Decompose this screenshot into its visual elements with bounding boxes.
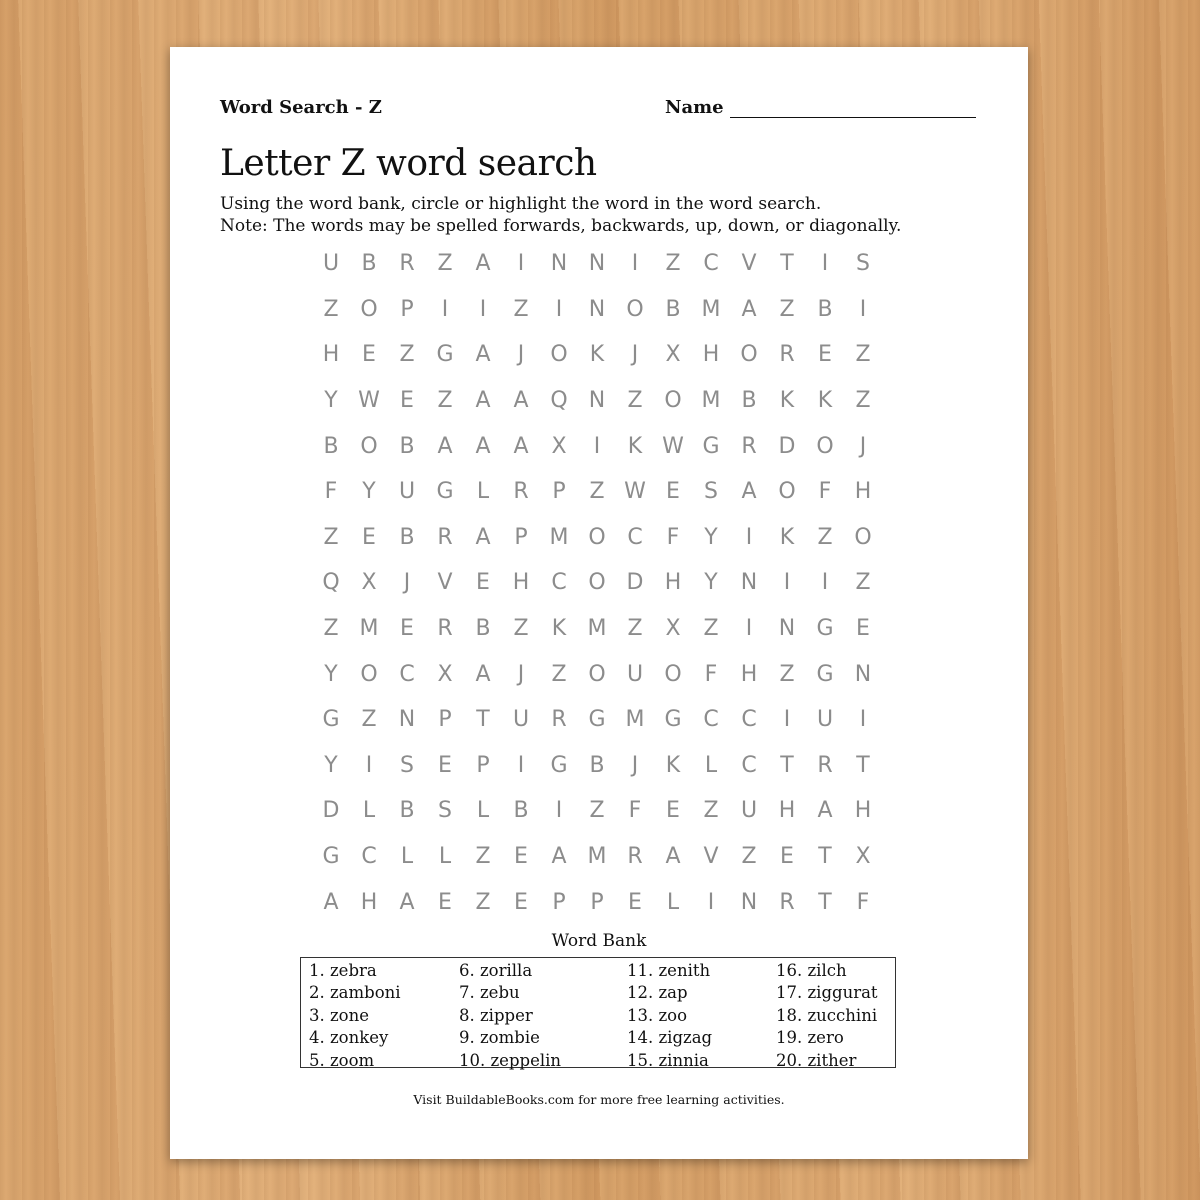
- grid-letter: A: [475, 342, 491, 368]
- grid-letter: X: [551, 433, 567, 459]
- grid-letter: G: [588, 707, 606, 733]
- word-bank-item: 10. zeppelin: [459, 1050, 562, 1070]
- grid-letter: R: [437, 616, 453, 642]
- grid-letter: I: [859, 296, 867, 322]
- grid-letter: Y: [362, 479, 376, 505]
- grid-letter: R: [399, 251, 415, 277]
- grid-letter: U: [322, 251, 340, 277]
- grid-letter: I: [745, 616, 753, 642]
- grid-row: [312, 469, 882, 515]
- grid-letter: B: [361, 251, 377, 277]
- grid-letter: E: [666, 798, 680, 824]
- grid-letter: L: [476, 479, 490, 505]
- grid-letter: G: [702, 433, 720, 459]
- grid-letter: Z: [475, 844, 491, 870]
- grid-letter: I: [821, 251, 829, 277]
- grid-letter: Z: [361, 707, 377, 733]
- grid-letter: I: [479, 296, 487, 322]
- grid-letter: N: [740, 570, 758, 596]
- grid-letter: O: [664, 661, 682, 687]
- grid-letter: I: [365, 752, 373, 778]
- grid-letter: O: [588, 661, 606, 687]
- grid-letter: C: [741, 707, 757, 733]
- word-bank-item: 6. zorilla: [459, 961, 533, 980]
- grid-letter: S: [856, 251, 870, 277]
- grid-letter: M: [587, 844, 607, 870]
- grid-letter: I: [707, 889, 715, 915]
- grid-letter: Z: [779, 661, 795, 687]
- grid-letter: C: [627, 524, 643, 550]
- grid-letter: B: [817, 296, 833, 322]
- grid-letter: C: [551, 570, 567, 596]
- grid-letter: Z: [627, 388, 643, 414]
- grid-letter: Z: [741, 844, 757, 870]
- grid-letter: Z: [703, 616, 719, 642]
- grid-letter: O: [588, 570, 606, 596]
- grid-letter: X: [437, 661, 453, 687]
- grid-letter: R: [551, 707, 567, 733]
- grid-letter: U: [816, 707, 834, 733]
- name-blank-line: [730, 97, 976, 118]
- grid-letter: F: [856, 889, 870, 915]
- grid-letter: N: [778, 616, 796, 642]
- grid-letter: H: [360, 889, 378, 915]
- grid-letter: A: [741, 296, 757, 322]
- word-bank-item: 7. zebu: [459, 983, 520, 1003]
- grid-letter: P: [476, 752, 490, 778]
- grid-letter: F: [704, 661, 718, 687]
- word-bank-column: [627, 960, 712, 1072]
- grid-letter: F: [818, 479, 832, 505]
- grid-letter: Z: [855, 388, 871, 414]
- grid-letter: H: [512, 570, 530, 596]
- grid-letter: U: [398, 479, 416, 505]
- grid-row: [312, 697, 882, 743]
- grid-letter: C: [399, 661, 415, 687]
- grid-letter: B: [399, 524, 415, 550]
- grid-letter: O: [360, 661, 378, 687]
- grid-letter: H: [322, 342, 340, 368]
- word-bank-item: 15. zinnia: [627, 1050, 709, 1070]
- grid-letter: K: [665, 752, 681, 778]
- grid-letter: C: [703, 707, 719, 733]
- word-bank-title: Word Bank: [551, 931, 647, 951]
- grid-letter: J: [631, 342, 639, 368]
- word-bank-item: 3. zone: [309, 1005, 370, 1025]
- grid-letter: Z: [779, 296, 795, 322]
- grid-letter: Z: [855, 342, 871, 368]
- grid-letter: B: [323, 433, 339, 459]
- grid-letter: Q: [550, 388, 568, 414]
- grid-letter: E: [400, 616, 414, 642]
- grid-letter: Y: [324, 752, 338, 778]
- instruction-line: Using the word bank, circle or highlight the word in the word search.: [220, 194, 822, 214]
- grid-letter: G: [816, 616, 834, 642]
- grid-letter: I: [859, 707, 867, 733]
- grid-letter: I: [783, 570, 791, 596]
- grid-letter: K: [779, 524, 795, 550]
- grid-letter: E: [438, 752, 452, 778]
- grid-row: [312, 606, 882, 652]
- grid-letter: E: [362, 342, 376, 368]
- grid-letter: M: [625, 707, 645, 733]
- word-bank-item: 11. zenith: [627, 961, 711, 980]
- grid-letter: E: [362, 524, 376, 550]
- grid-letter: N: [588, 251, 606, 277]
- grid-letter: L: [438, 844, 452, 870]
- grid-letter: Z: [513, 296, 529, 322]
- grid-letter: C: [361, 844, 377, 870]
- grid-letter: T: [780, 752, 794, 778]
- grid-letter: S: [438, 798, 452, 824]
- grid-letter: I: [593, 433, 601, 459]
- grid-letter: Z: [817, 524, 833, 550]
- grid-letter: Z: [437, 388, 453, 414]
- grid-letter: K: [779, 388, 795, 414]
- grid-letter: Z: [437, 251, 453, 277]
- grid-row: [312, 241, 882, 287]
- grid-letter: O: [740, 342, 758, 368]
- grid-letter: S: [704, 479, 718, 505]
- grid-letter: L: [704, 752, 718, 778]
- grid-letter: I: [517, 251, 525, 277]
- grid-letter: R: [817, 752, 833, 778]
- grid-letter: A: [513, 388, 529, 414]
- word-bank-item: 8. zipper: [459, 1005, 533, 1025]
- grid-letter: L: [362, 798, 376, 824]
- word-bank-item: 17. ziggurat: [776, 983, 878, 1003]
- grid-row: [312, 287, 882, 333]
- grid-letter: N: [550, 251, 568, 277]
- grid-letter: F: [628, 798, 642, 824]
- grid-letter: F: [324, 479, 338, 505]
- grid-letter: Z: [513, 616, 529, 642]
- grid-letter: K: [589, 342, 605, 368]
- grid-letter: N: [588, 296, 606, 322]
- word-bank-item: 5. zoom: [309, 1050, 375, 1070]
- grid-letter: O: [588, 524, 606, 550]
- word-bank-item: 14. zigzag: [627, 1028, 713, 1048]
- grid-letter: P: [552, 479, 566, 505]
- worksheet-page: [170, 47, 1028, 1159]
- grid-letter: I: [555, 798, 563, 824]
- grid-letter: I: [631, 251, 639, 277]
- grid-letter: Y: [704, 570, 718, 596]
- grid-letter: A: [741, 479, 757, 505]
- grid-letter: Z: [399, 342, 415, 368]
- grid-letter: I: [517, 752, 525, 778]
- grid-letter: A: [513, 433, 529, 459]
- grid-row: [312, 423, 882, 469]
- instruction-line: Note: The words may be spelled forwards, backwards, up, down, or diagonally.: [220, 216, 902, 236]
- grid-letter: G: [322, 707, 340, 733]
- word-bank: [300, 957, 896, 1068]
- grid-letter: C: [703, 251, 719, 277]
- grid-letter: Y: [324, 661, 338, 687]
- grid-letter: Z: [323, 296, 339, 322]
- grid-letter: V: [741, 251, 757, 277]
- grid-letter: A: [475, 661, 491, 687]
- grid-letter: O: [550, 342, 568, 368]
- grid-letter: U: [740, 798, 758, 824]
- grid-letter: O: [360, 296, 378, 322]
- word-bank-item: 19. zero: [776, 1028, 844, 1048]
- grid-letter: M: [549, 524, 569, 550]
- footer-note: Visit BuildableBooks.com for more free learning activities.: [413, 1092, 785, 1107]
- grid-letter: P: [590, 889, 604, 915]
- grid-letter: H: [702, 342, 720, 368]
- grid-letter: W: [662, 433, 684, 459]
- grid-letter: I: [821, 570, 829, 596]
- grid-letter: K: [551, 616, 567, 642]
- grid-letter: Z: [589, 479, 605, 505]
- grid-letter: G: [436, 342, 454, 368]
- grid-letter: I: [555, 296, 563, 322]
- grid-letter: P: [400, 296, 414, 322]
- grid-letter: O: [854, 524, 872, 550]
- grid-letter: Y: [324, 388, 338, 414]
- grid-letter: H: [854, 479, 872, 505]
- word-bank-item: 18. zucchini: [776, 1005, 878, 1025]
- grid-letter: R: [779, 889, 795, 915]
- grid-letter: O: [360, 433, 378, 459]
- grid-row: [312, 332, 882, 378]
- grid-letter: A: [399, 889, 415, 915]
- grid-letter: E: [514, 889, 528, 915]
- grid-letter: J: [517, 342, 525, 368]
- name-label: Name: [665, 97, 724, 118]
- grid-letter: H: [854, 798, 872, 824]
- grid-letter: D: [322, 798, 340, 824]
- worksheet-header-title: Word Search - Z: [220, 97, 382, 118]
- grid-letter: P: [552, 889, 566, 915]
- grid-row: [312, 378, 882, 424]
- grid-letter: Z: [665, 251, 681, 277]
- grid-letter: R: [513, 479, 529, 505]
- grid-letter: X: [665, 342, 681, 368]
- grid-row: [312, 560, 882, 606]
- grid-letter: H: [740, 661, 758, 687]
- word-bank-column: [776, 960, 878, 1072]
- grid-letter: G: [436, 479, 454, 505]
- grid-letter: B: [589, 752, 605, 778]
- grid-letter: A: [475, 433, 491, 459]
- grid-letter: T: [780, 251, 794, 277]
- grid-letter: Q: [322, 570, 340, 596]
- grid-letter: G: [664, 707, 682, 733]
- grid-letter: E: [666, 479, 680, 505]
- grid-letter: Z: [475, 889, 491, 915]
- grid-letter: M: [587, 616, 607, 642]
- grid-letter: L: [666, 889, 680, 915]
- grid-letter: X: [855, 844, 871, 870]
- grid-letter: H: [664, 570, 682, 596]
- name-field: [665, 97, 976, 118]
- grid-row: [312, 651, 882, 697]
- grid-letter: G: [550, 752, 568, 778]
- grid-letter: E: [400, 388, 414, 414]
- grid-letter: O: [778, 479, 796, 505]
- grid-letter: B: [399, 433, 415, 459]
- grid-letter: B: [513, 798, 529, 824]
- grid-letter: E: [780, 844, 794, 870]
- grid-letter: T: [856, 752, 870, 778]
- grid-letter: W: [358, 388, 380, 414]
- grid-letter: X: [665, 616, 681, 642]
- grid-letter: T: [818, 844, 832, 870]
- grid-letter: E: [628, 889, 642, 915]
- grid-letter: K: [817, 388, 833, 414]
- grid-letter: B: [475, 616, 491, 642]
- grid-letter: P: [438, 707, 452, 733]
- letter-grid: [312, 241, 882, 925]
- grid-letter: B: [399, 798, 415, 824]
- word-bank-item: 9. zombie: [459, 1028, 540, 1048]
- word-bank-item: 2. zamboni: [309, 983, 401, 1003]
- grid-letter: W: [624, 479, 646, 505]
- grid-letter: U: [512, 707, 530, 733]
- grid-letter: Y: [704, 524, 718, 550]
- grid-letter: Z: [855, 570, 871, 596]
- grid-letter: F: [666, 524, 680, 550]
- grid-row: [312, 743, 882, 789]
- grid-letter: A: [475, 251, 491, 277]
- grid-letter: E: [476, 570, 490, 596]
- word-bank-item: 20. zither: [776, 1050, 857, 1070]
- grid-letter: O: [626, 296, 644, 322]
- grid-letter: N: [854, 661, 872, 687]
- grid-letter: Z: [551, 661, 567, 687]
- grid-letter: E: [438, 889, 452, 915]
- grid-letter: D: [626, 570, 644, 596]
- grid-letter: V: [437, 570, 453, 596]
- grid-letter: Z: [627, 616, 643, 642]
- grid-letter: B: [741, 388, 757, 414]
- grid-letter: E: [818, 342, 832, 368]
- grid-letter: B: [665, 296, 681, 322]
- grid-letter: R: [437, 524, 453, 550]
- word-bank-column: [309, 960, 401, 1072]
- grid-letter: Z: [323, 524, 339, 550]
- grid-letter: A: [551, 844, 567, 870]
- word-bank-item: 13. zoo: [627, 1005, 688, 1025]
- grid-letter: A: [665, 844, 681, 870]
- grid-row: [312, 834, 882, 880]
- grid-letter: J: [517, 661, 525, 687]
- grid-letter: J: [859, 433, 867, 459]
- grid-letter: U: [626, 661, 644, 687]
- grid-letter: K: [627, 433, 643, 459]
- grid-letter: R: [627, 844, 643, 870]
- grid-letter: M: [701, 388, 721, 414]
- word-bank-column: [459, 960, 561, 1072]
- grid-letter: T: [476, 707, 490, 733]
- grid-letter: A: [475, 388, 491, 414]
- grid-letter: G: [322, 844, 340, 870]
- grid-letter: V: [703, 844, 719, 870]
- grid-row: [312, 788, 882, 834]
- grid-letter: H: [778, 798, 796, 824]
- grid-letter: Z: [703, 798, 719, 824]
- grid-letter: C: [741, 752, 757, 778]
- grid-letter: D: [778, 433, 796, 459]
- grid-letter: Z: [323, 616, 339, 642]
- grid-letter: P: [514, 524, 528, 550]
- word-bank-item: 12. zap: [627, 983, 688, 1003]
- grid-letter: M: [701, 296, 721, 322]
- grid-letter: A: [437, 433, 453, 459]
- grid-letter: O: [664, 388, 682, 414]
- grid-letter: S: [400, 752, 414, 778]
- grid-letter: X: [361, 570, 377, 596]
- grid-letter: A: [817, 798, 833, 824]
- grid-row: [312, 515, 882, 561]
- grid-letter: R: [779, 342, 795, 368]
- instructions: [220, 193, 901, 237]
- grid-letter: Z: [589, 798, 605, 824]
- grid-letter: I: [441, 296, 449, 322]
- grid-letter: G: [816, 661, 834, 687]
- grid-letter: E: [514, 844, 528, 870]
- grid-letter: N: [398, 707, 416, 733]
- grid-letter: J: [403, 570, 411, 596]
- grid-letter: N: [588, 388, 606, 414]
- grid-letter: O: [816, 433, 834, 459]
- grid-letter: T: [818, 889, 832, 915]
- page-title: Letter Z word search: [220, 143, 597, 184]
- grid-letter: L: [476, 798, 490, 824]
- grid-letter: I: [745, 524, 753, 550]
- grid-letter: M: [359, 616, 379, 642]
- grid-letter: E: [856, 616, 870, 642]
- word-bank-item: 1. zebra: [309, 961, 377, 980]
- grid-letter: A: [323, 889, 339, 915]
- grid-row: [312, 879, 882, 925]
- grid-letter: R: [741, 433, 757, 459]
- word-bank-item: 16. zilch: [776, 961, 847, 980]
- grid-letter: J: [631, 752, 639, 778]
- grid-letter: A: [475, 524, 491, 550]
- grid-letter: N: [740, 889, 758, 915]
- word-bank-item: 4. zonkey: [309, 1028, 389, 1048]
- grid-letter: L: [400, 844, 414, 870]
- grid-letter: I: [783, 707, 791, 733]
